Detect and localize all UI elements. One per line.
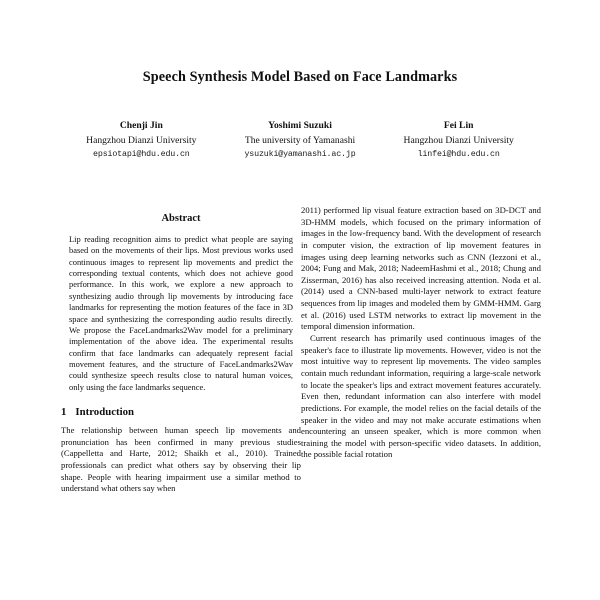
author-name: Chenji Jin <box>119 120 163 132</box>
author-affiliation: Hangzhou Dianzi University <box>86 134 197 146</box>
author-affiliation: The university of Yamanashi <box>244 134 356 146</box>
author-entry-2 <box>221 120 380 161</box>
left-column <box>61 205 301 600</box>
section-heading-introduction <box>61 406 301 418</box>
abstract-body <box>61 234 301 393</box>
author-block <box>0 86 600 161</box>
related-work-paragraph: 2011) performed lip visual feature extraction based on 3D-DCT and 3D-HMM models, which focused on the primary information of images in the low-frequency band. With the development of research in computer vision, the extraction of lip movement features in images using deep learning networks such as CNN (Iezzoni et al., 2004; Fung and Mak, 2018; NadeemHashmi et al., 2018; Chung and Zisserman, 2016) has also received increasing attention. Noda et al. (2014) used a CNN-based multi-layer network to extract feature sequences from lip images and modeled them by GMM-HMM. Garg et al. (2016) used LSTM networks to extract lip movement in the temporal dimension information. <box>301 205 541 332</box>
page-title: Speech Synthesis Model Based on Face Landmarks <box>142 69 458 85</box>
author-email[interactable]: epsiotapi@hdu.edu.cn <box>93 150 190 160</box>
section-number: 1 <box>61 406 67 419</box>
introduction-paragraph: The relationship between human speech lip movements and pronunciation has been confirmed in many previous studies (Cappelletta and Harte, 2012; Shaikh et al., 2010). Trained professionals can predict what others say by observing their lip shape. People with hearing impairment use a similar method to understand what others say when <box>61 425 301 494</box>
motivation-paragraph: Current research has primarily used continuous images of the speaker's face to illustrate lip movements. However, video is not the most intuitive way to represent lip movements. The video samples contain much redundant information, requiring a large-scale network to locate the speaker's lips and extract movement features accurately. Even then, redundant information can also interfere with model predictions. For example, the model relies on the facial details of the speaker in the video and may not make accurate estimations when encountering an unseen speaker, which is more common when training the model with person-specific video datasets. In addition, the possible facial rotation <box>301 333 541 460</box>
author-name: Yoshimi Suzuki <box>268 120 332 132</box>
two-column-body <box>0 205 600 600</box>
author-entry-1 <box>62 120 221 161</box>
abstract-heading: Abstract <box>161 213 201 224</box>
author-email[interactable]: linfei@hdu.edu.cn <box>417 150 500 160</box>
author-name: Fei Lin <box>443 120 474 132</box>
author-affiliation: Hangzhou Dianzi University <box>403 134 514 146</box>
author-email[interactable]: ysuzuki@yamanashi.ac.jp <box>244 150 356 160</box>
abstract-paragraph: Lip reading recognition aims to predict what people are saying based on the movements of their lips. Most previous works used continuous images to represent lip movements and predict the corresponding textual contents, which does not achieve good performance. In this work, we explore a new approach to synthesizing audio through lip movements by introducing face landmarks for representing the motion features of the face in 3D space and synthesizing the corresponding audio results directly. We propose the FaceLandmarks2Wav model for a preliminary implementation of the above idea. The experimental results confirm that face landmarks can adequately represent facial movement features, and the structure of FaceLandmarks2Wav could synthesize speech results close to natural human voices, only using the face landmarks sequence. <box>69 234 293 392</box>
author-entry-3 <box>379 120 538 161</box>
right-column <box>301 205 541 600</box>
section-title: Introduction <box>75 406 135 419</box>
